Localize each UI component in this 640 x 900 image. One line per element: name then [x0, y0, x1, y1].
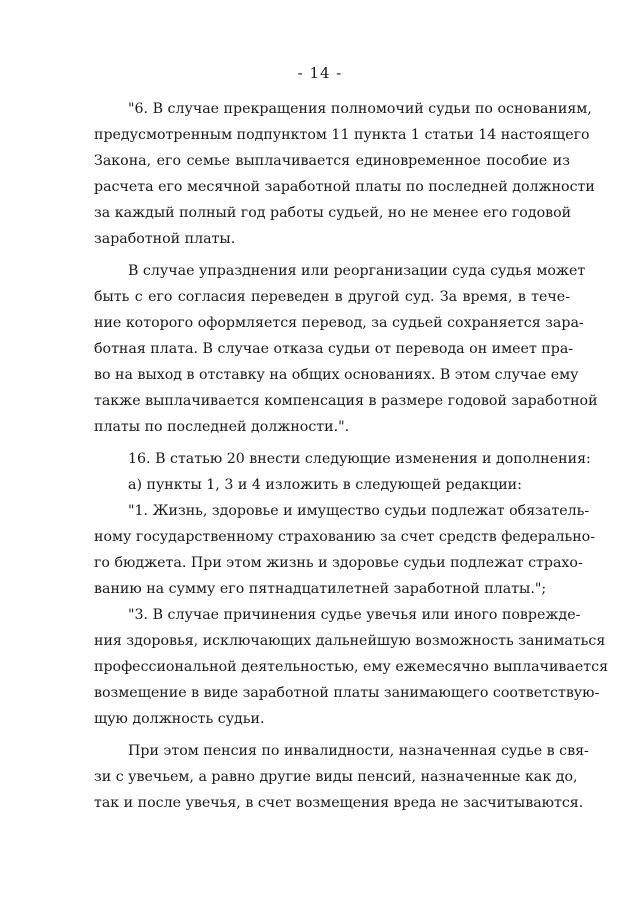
text-line: за каждый полный год работы судьей, но не менее его годовой — [94, 205, 572, 221]
text-line: ботная плата. В случае отказа судьи от перевода он имеет пра- — [94, 341, 574, 357]
text-line: го бюджета. При этом жизнь и здоровье судьи подлежат страхо- — [94, 555, 583, 571]
page-number: - 14 - — [297, 64, 343, 82]
text-line: ния здоровья, исключающих дальнейшую возможность заниматься — [94, 633, 606, 649]
paragraph-insurance — [94, 498, 595, 602]
text-line: При этом пенсия по инвалидности, назначенная судье в свя- — [128, 743, 589, 759]
text-line: также выплачивается компенсация в размере годовой заработной — [94, 393, 598, 409]
text-line: расчета его месячной заработной платы по последней должности — [94, 179, 595, 195]
text-line: В случае упразднения или реорганизации суда судья может — [128, 263, 586, 279]
text-line: профессиональной деятельностью, ему ежемесячно выплачивается — [94, 659, 609, 675]
paragraph-court-reorganization — [94, 258, 598, 440]
text-line: во на выход в отставку на общих основаниях. В этом случае ему — [94, 367, 579, 383]
text-line: ному государственному страхованию за счет средств федерально- — [94, 529, 595, 545]
text-line: быть с его согласия переведен в другой суд. За время, в тече- — [94, 289, 570, 305]
text-line: Закона, его семье выплачивается единовременное пособие из — [94, 153, 570, 169]
text-line: 16. В статью 20 внести следующие изменения и дополнения: — [128, 451, 591, 467]
text-line: возмещение в виде заработной платы занимающего соответствую- — [94, 685, 600, 701]
text-line: зи с увечьем, а равно другие виды пенсий, назначенные как до, — [94, 769, 578, 785]
paragraph-injury-compensation — [94, 602, 609, 732]
paragraph-disability-pension — [94, 738, 589, 816]
text-line: заработной платы. — [94, 231, 236, 247]
text-line: "6. В случае прекращения полномочий судьи по основаниям, — [128, 101, 592, 117]
text-line: платы по последней должности.". — [94, 419, 350, 435]
text-line: ние которого оформляется перевод, за судьей сохраняется зара- — [94, 315, 584, 331]
text-line: "3. В случае причинения судье увечья или иного поврежде- — [128, 607, 581, 623]
paragraph-items-revision — [94, 472, 570, 498]
text-line: "1. Жизнь, здоровье и имущество судьи подлежат обязатель- — [128, 503, 590, 519]
paragraph-article-20-changes — [94, 446, 591, 472]
text-line: щую должность судьи. — [94, 711, 265, 727]
paragraph-compensation-termination — [94, 96, 595, 252]
document-body — [94, 96, 609, 816]
text-line: ванию на сумму его пятнадцатилетней заработной платы."; — [94, 581, 547, 597]
text-line: так и после увечья, в счет возмещения вреда не засчитываются. — [94, 795, 584, 811]
text-line: а) пункты 1, 3 и 4 изложить в следующей редакции: — [128, 477, 522, 493]
text-line: предусмотренным подпунктом 11 пункта 1 статьи 14 настоящего — [94, 127, 590, 143]
